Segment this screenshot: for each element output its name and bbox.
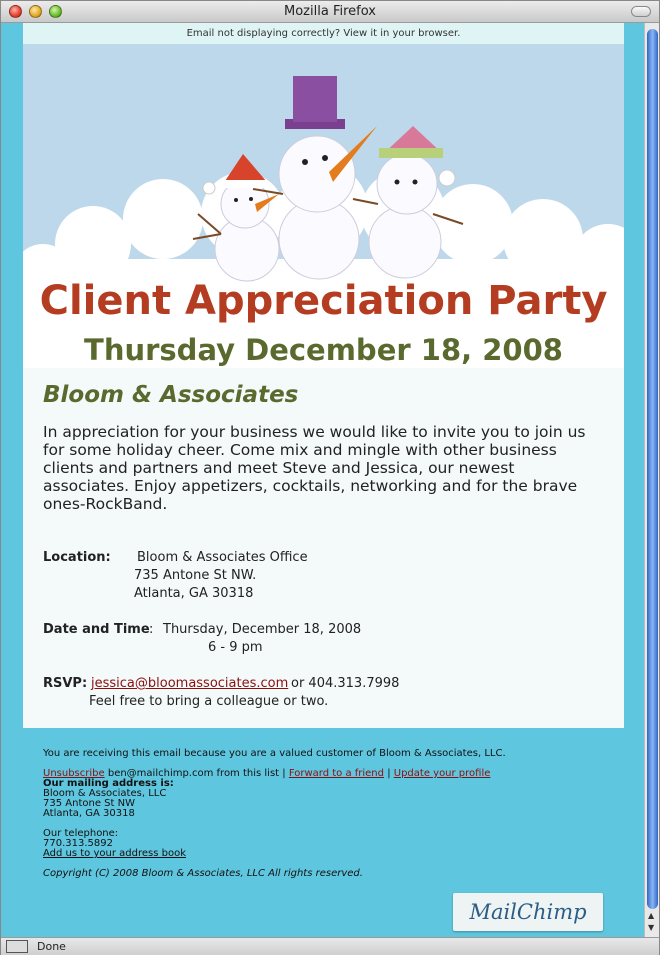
mailchimp-logo-text: MailChimp (469, 900, 587, 924)
datetime-separator: : (149, 622, 154, 637)
scrollbar-thumb[interactable] (647, 29, 658, 909)
telephone-label: Our telephone: (43, 828, 119, 839)
datetime-date: Thursday, December 18, 2008 (163, 622, 362, 637)
location-line: Bloom & Associates Office (137, 550, 308, 565)
page-title: Client Appreciation Party (39, 278, 608, 324)
forward-to-friend-link[interactable]: Forward to a friend (288, 768, 384, 779)
footer-reason: You are receiving this email because you are a valued customer of Bloom & Associates, LLC. (43, 748, 506, 759)
event-date-heading: Thursday December 18, 2008 (84, 333, 563, 367)
rsvp-note: Feel free to bring a colleague or two. (89, 694, 329, 709)
location-line: Atlanta, GA 30318 (134, 586, 254, 601)
email-body (23, 23, 624, 937)
location-line: 735 Antone St NW. (134, 568, 257, 583)
rsvp-label: RSVP: (43, 676, 88, 691)
vertical-scrollbar[interactable] (644, 23, 659, 937)
update-profile-link[interactable]: Update your profile (393, 768, 491, 779)
scroll-down-arrow-icon[interactable]: ▼ (648, 923, 655, 932)
toolbar-toggle-button[interactable] (631, 6, 651, 17)
status-text: Done (37, 940, 66, 953)
status-bar (1, 937, 659, 955)
datetime-time: 6 - 9 pm (208, 640, 263, 655)
location-label: Location: (43, 550, 111, 565)
address-line: Atlanta, GA 30318 (43, 808, 135, 819)
page-content (1, 23, 644, 937)
address-book-link[interactable]: Add us to your address book (43, 848, 186, 859)
title-bar (1, 1, 659, 23)
footer-pipe: | (387, 768, 391, 779)
telephone-number: 770.313.5892 (43, 838, 113, 849)
rsvp-phone: or 404.313.7998 (291, 676, 400, 691)
mailing-address-label: Our mailing address is: (43, 778, 174, 789)
header-banner (23, 44, 624, 389)
unsubscribe-link[interactable]: Unsubscribe (43, 768, 105, 779)
copyright-text: Copyright (C) 2008 Bloom & Associates, LLC All rights reserved. (43, 868, 363, 879)
invitation-body (23, 368, 624, 728)
scroll-up-arrow-icon[interactable]: ▲ (648, 911, 655, 920)
company-name: Bloom & Associates (43, 382, 299, 408)
address-line: 735 Antone St NW (43, 798, 135, 809)
invitation-paragraph: In appreciation for your business we would like to invite you to join us for some holiday cheer. Come mix and mingle with other business clients and partners and meet Steve and Jessica, our newest associates. Enjoy appetizers, cocktails, networking and for the brave ones-RockBand. (43, 423, 586, 513)
mailchimp-badge[interactable] (453, 893, 603, 931)
rsvp-email-link[interactable]: jessica@bloomassociates.com (91, 676, 289, 691)
window-title: Mozilla Firefox (284, 4, 376, 19)
footer-from-text: ben@mailchimp.com from this list | (107, 768, 286, 779)
view-in-browser-link[interactable]: Email not displaying correctly? View it in your browser. (23, 23, 624, 44)
address-line: Bloom & Associates, LLC (43, 788, 167, 799)
datetime-label: Date and Time (43, 622, 150, 637)
email-footer (23, 728, 624, 937)
connection-icon (6, 940, 28, 953)
